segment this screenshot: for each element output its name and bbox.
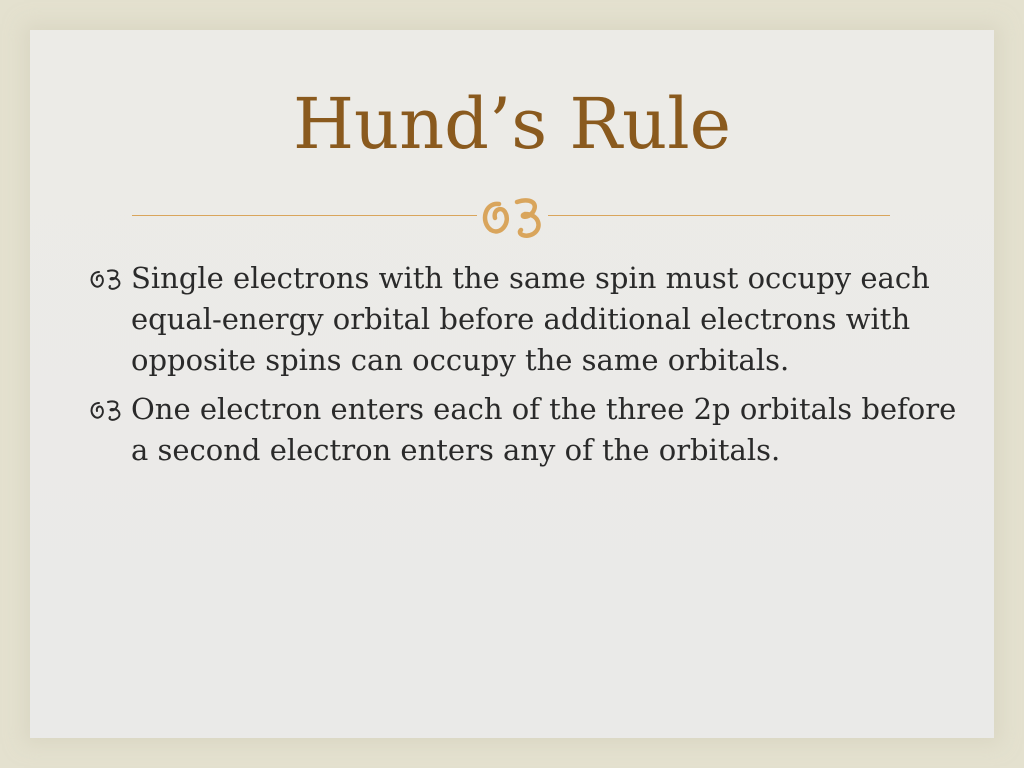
list-item xyxy=(88,389,968,471)
flourish-ornament-icon xyxy=(477,192,548,240)
flourish-bullet-icon xyxy=(88,267,124,291)
bullet-text: One electron enters each of the three 2p orbitals before a second electron enters any of the orbitals. xyxy=(131,392,957,467)
divider-line-right xyxy=(548,215,890,216)
slide xyxy=(30,30,994,738)
list-item xyxy=(88,258,968,381)
divider-line-left xyxy=(132,215,477,216)
slide-title: Hund’s Rule xyxy=(292,83,732,165)
flourish-bullet-icon xyxy=(88,398,124,422)
bullet-list xyxy=(88,258,968,479)
bullet-text: Single electrons with the same spin must occupy each equal-energy orbital before additional electrons with opposite spins can occupy the same orbitals. xyxy=(131,261,930,377)
